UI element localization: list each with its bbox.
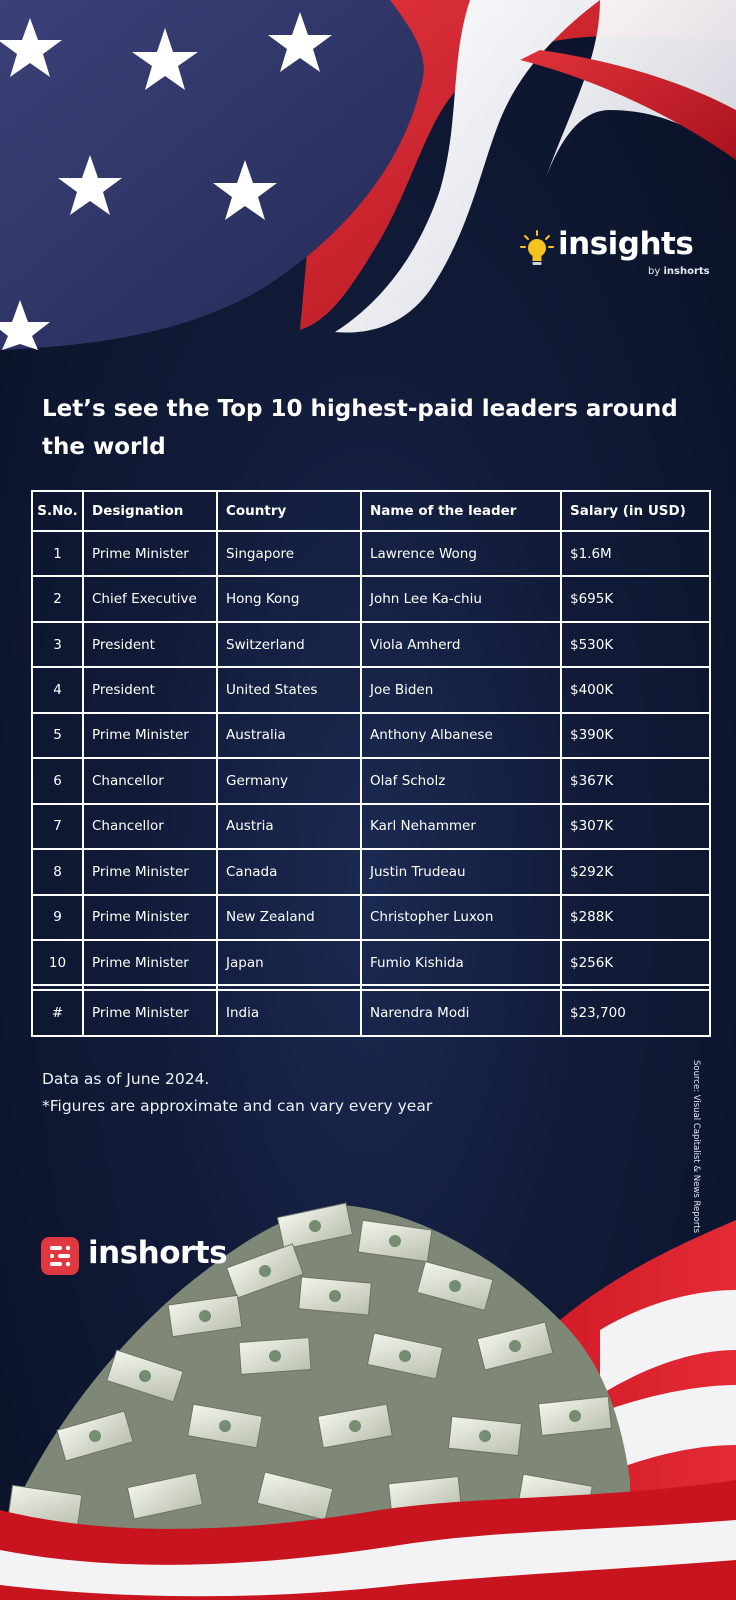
cell-sno: 6 <box>32 758 83 803</box>
leaders-salary-table <box>31 490 711 1037</box>
table-row <box>32 667 710 712</box>
cell-designation: Prime Minister <box>83 713 217 758</box>
cell-leader-name: Anthony Albanese <box>361 713 561 758</box>
cell-country: Austria <box>217 804 361 849</box>
cell-designation: Chancellor <box>83 758 217 803</box>
cell-salary: $288K <box>561 895 710 940</box>
header-designation: Designation <box>83 491 217 531</box>
cell-leader-name: John Lee Ka-chiu <box>361 576 561 621</box>
cell-designation: Chief Executive <box>83 576 217 621</box>
cell-leader-name: Joe Biden <box>361 667 561 712</box>
table-row <box>32 895 710 940</box>
cell-salary: $307K <box>561 804 710 849</box>
cell-country: Japan <box>217 940 361 985</box>
cell-sno: 2 <box>32 576 83 621</box>
cell-sno: 9 <box>32 895 83 940</box>
cell-leader-name: Viola Amherd <box>361 622 561 667</box>
cell-designation: Chancellor <box>83 804 217 849</box>
insights-brand <box>520 226 710 286</box>
cell-salary: $400K <box>561 667 710 712</box>
table-row <box>32 622 710 667</box>
cell-sno: # <box>32 990 83 1036</box>
cell-leader-name: Karl Nehammer <box>361 804 561 849</box>
table-row <box>32 531 710 576</box>
cell-country: Germany <box>217 758 361 803</box>
header-sno: S.No. <box>32 491 83 531</box>
inshorts-brand <box>41 1235 241 1277</box>
cell-sno: 1 <box>32 531 83 576</box>
cell-sno: 7 <box>32 804 83 849</box>
cell-leader-name: Christopher Luxon <box>361 895 561 940</box>
cell-country: Canada <box>217 849 361 894</box>
cell-sno: 5 <box>32 713 83 758</box>
approximate-note: *Figures are approximate and can vary every year <box>42 1097 433 1115</box>
cell-salary: $256K <box>561 940 710 985</box>
table-header-row <box>32 491 710 531</box>
table-row <box>32 713 710 758</box>
header-country: Country <box>217 491 361 531</box>
data-date-note: Data as of June 2024. <box>42 1070 210 1088</box>
cell-leader-name: Olaf Scholz <box>361 758 561 803</box>
cell-designation: President <box>83 622 217 667</box>
cell-leader-name: Lawrence Wong <box>361 531 561 576</box>
cell-country: Australia <box>217 713 361 758</box>
cell-country: Hong Kong <box>217 576 361 621</box>
table-row <box>32 758 710 803</box>
cell-salary: $390K <box>561 713 710 758</box>
cell-salary: $530K <box>561 622 710 667</box>
source-credit: Source: Visual Capitalist & News Reports <box>691 1060 701 1234</box>
us-flag-illustration <box>0 0 736 380</box>
cell-leader-name: Narendra Modi <box>361 990 561 1036</box>
table-row <box>32 849 710 894</box>
cell-sno: 3 <box>32 622 83 667</box>
cell-salary: $23,700 <box>561 990 710 1036</box>
table-row <box>32 576 710 621</box>
cell-leader-name: Fumio Kishida <box>361 940 561 985</box>
table-row <box>32 804 710 849</box>
cell-salary: $1.6M <box>561 531 710 576</box>
cell-country: Switzerland <box>217 622 361 667</box>
cell-salary: $695K <box>561 576 710 621</box>
cell-country: New Zealand <box>217 895 361 940</box>
header-salary: Salary (in USD) <box>561 491 710 531</box>
page-title: Let’s see the Top 10 highest-paid leaders around the world <box>42 396 678 460</box>
cell-designation: Prime Minister <box>83 940 217 985</box>
table-row-india <box>32 990 710 1036</box>
cell-country: United States <box>217 667 361 712</box>
insights-wordmark: insights <box>558 226 694 262</box>
cell-salary: $367K <box>561 758 710 803</box>
cell-sno: 8 <box>32 849 83 894</box>
cell-country: Singapore <box>217 531 361 576</box>
cell-designation: Prime Minister <box>83 531 217 576</box>
lightbulb-icon <box>520 230 554 270</box>
cell-sno: 10 <box>32 940 83 985</box>
cell-sno: 4 <box>32 667 83 712</box>
cell-country: India <box>217 990 361 1036</box>
header-leader-name: Name of the leader <box>361 491 561 531</box>
cell-designation: President <box>83 667 217 712</box>
table-row <box>32 940 710 985</box>
footnote <box>42 1066 432 1120</box>
cell-leader-name: Justin Trudeau <box>361 849 561 894</box>
by-inshorts-tagline: by inshorts <box>648 266 710 277</box>
cell-salary: $292K <box>561 849 710 894</box>
cell-designation: Prime Minister <box>83 849 217 894</box>
cell-designation: Prime Minister <box>83 990 217 1036</box>
inshorts-wordmark: inshorts <box>88 1235 228 1271</box>
inshorts-logo-icon <box>41 1237 79 1275</box>
cell-designation: Prime Minister <box>83 895 217 940</box>
